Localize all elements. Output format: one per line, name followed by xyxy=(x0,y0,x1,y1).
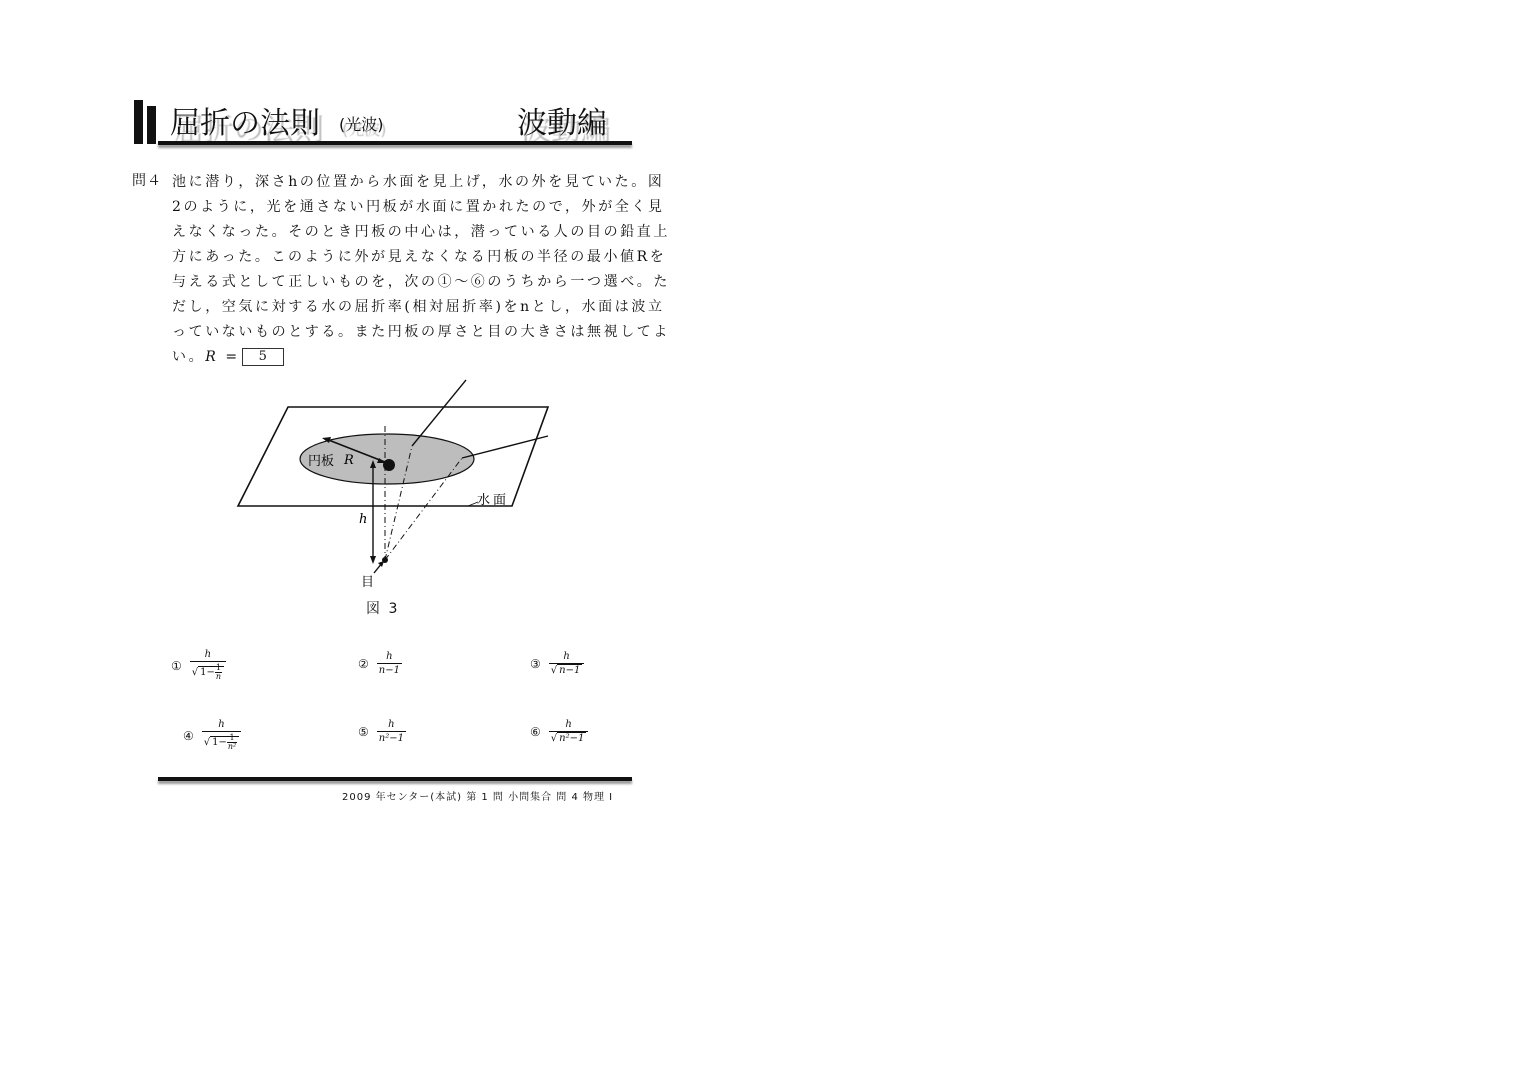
radius-label: R xyxy=(344,453,354,468)
inner-numerator: 1 xyxy=(215,663,222,672)
choice-number: ① xyxy=(171,658,182,673)
footer-source: 2009 年センター(本試) 第 1 問 小問集合 問 4 物理 I xyxy=(342,792,614,803)
figure-diagram xyxy=(230,372,560,602)
formula-denominator xyxy=(190,661,226,681)
formula-denominator xyxy=(202,731,241,751)
choice-formula xyxy=(190,650,226,681)
choice-formula xyxy=(549,652,585,676)
title-marker xyxy=(134,100,158,144)
chapter-title: 波動編 xyxy=(517,106,607,141)
question-last-line xyxy=(172,345,658,370)
answer-box[interactable]: 5 xyxy=(242,348,284,366)
choice-formula xyxy=(377,720,406,744)
choice-number: ③ xyxy=(530,657,541,671)
choice-5[interactable] xyxy=(358,720,406,744)
ray-line xyxy=(412,380,466,446)
radicand xyxy=(210,733,239,751)
question-line: だし，空気に対する水の屈折率(相対屈折率)をnとし，水面は波立 xyxy=(172,299,665,315)
figure-caption: 図 3 xyxy=(366,601,400,617)
question-line-end: い。 xyxy=(172,349,206,365)
page-title: 屈折の法則 xyxy=(170,106,320,141)
choice-formula xyxy=(202,720,241,751)
choice-2[interactable] xyxy=(358,652,402,676)
formula-numerator: h xyxy=(218,719,225,730)
formula-numerator: h xyxy=(388,719,395,730)
inner-fraction xyxy=(227,734,237,751)
choice-6[interactable] xyxy=(530,720,588,744)
question-line: 2のように，光を通さない円板が水面に置かれたので，外が全く見 xyxy=(172,199,665,215)
sqrt-symbol: √ xyxy=(550,665,558,676)
choice-number: ⑥ xyxy=(530,725,541,739)
formula-numerator: h xyxy=(565,719,572,730)
choice-number: ④ xyxy=(183,728,194,743)
formula-denominator: n−1 xyxy=(378,665,400,676)
inner-numerator: 1 xyxy=(229,733,235,742)
sqrt-symbol: √ xyxy=(550,733,558,744)
choice-4[interactable] xyxy=(183,720,241,751)
choice-3[interactable] xyxy=(530,652,584,676)
formula-denominator: n²−1 xyxy=(378,733,404,744)
question-line: 池に潜り，深さhの位置から水面を見上げ，水の外を見ていた。図 xyxy=(172,174,665,190)
ray-line xyxy=(462,436,548,458)
disk-center-dot xyxy=(383,459,395,471)
radicand: n−1 xyxy=(559,665,581,676)
inner-denominator: n² xyxy=(227,742,237,751)
formula-denominator xyxy=(549,663,585,676)
formula-numerator: h xyxy=(204,649,212,660)
question-line: 与える式として正しいものを，次の①〜⑥のうちから一つ選べ。た xyxy=(172,274,670,290)
header xyxy=(170,98,640,142)
radicand-one: 1− xyxy=(200,667,215,678)
radicand-one: 1− xyxy=(212,737,227,748)
question-line: っていないものとする。また円板の厚さと目の大きさは無視してよ xyxy=(172,324,670,340)
page-subtitle: (光波) xyxy=(339,115,384,134)
question-body xyxy=(172,170,670,370)
formula-numerator: h xyxy=(563,651,570,662)
water-label: 水面 xyxy=(477,493,510,508)
title-marker-bar xyxy=(134,100,143,144)
formula-denominator xyxy=(549,731,589,744)
choice-formula xyxy=(377,652,402,676)
choice-number: ② xyxy=(358,657,369,671)
sqrt-symbol: √ xyxy=(191,667,199,678)
bottom-rule xyxy=(158,777,632,781)
question-label: 問４ xyxy=(132,173,162,189)
question-line: えなくなった。そのとき円板の中心は，潜っている人の目の鉛直上 xyxy=(172,224,670,240)
choice-number: ⑤ xyxy=(358,725,369,739)
depth-label: h xyxy=(359,512,368,527)
question-line: 方にあった。このように外が見えなくなる円板の半径の最小値Rを xyxy=(172,249,667,265)
choice-1[interactable] xyxy=(171,650,226,681)
answer-variable: R = xyxy=(205,349,240,365)
radicand xyxy=(198,663,224,681)
radicand: n²−1 xyxy=(559,733,585,744)
sqrt-symbol: √ xyxy=(203,737,211,748)
choice-formula xyxy=(549,720,589,744)
inner-fraction xyxy=(215,664,222,681)
title-marker-bar xyxy=(147,106,156,144)
formula-numerator: h xyxy=(386,651,393,662)
title-rule xyxy=(158,141,632,145)
inner-denominator: n xyxy=(215,672,222,681)
depth-arrowhead xyxy=(370,556,376,564)
disk-label: 円板 xyxy=(308,454,335,469)
eye-label: 目 xyxy=(361,575,375,590)
